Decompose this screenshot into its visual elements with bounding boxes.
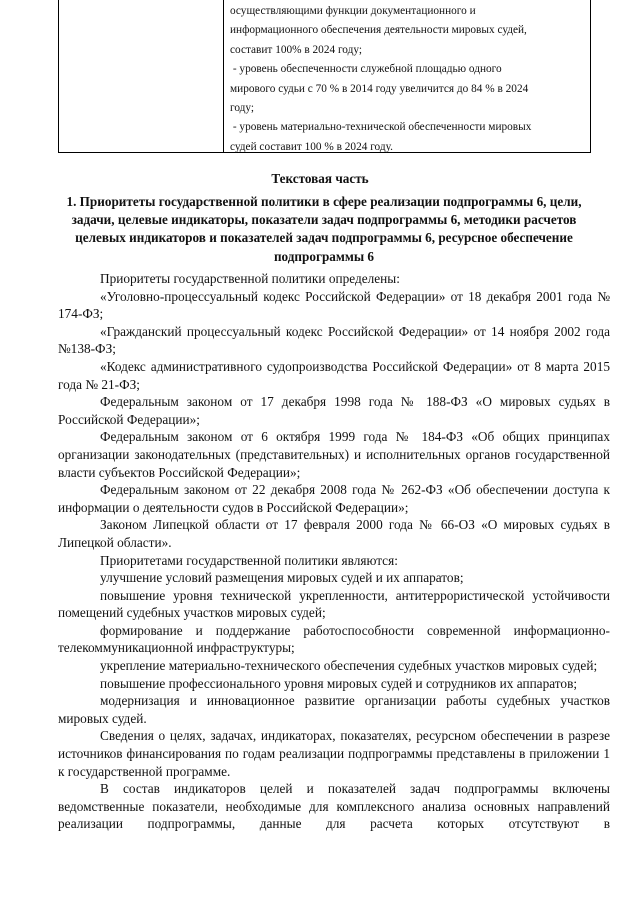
paragraph: повышение профессионального уровня мировых судей и сотрудников их аппаратов; [100, 675, 578, 691]
table-line: составит 100% в 2024 году; [230, 43, 363, 56]
paragraph: Федеральным законом от 6 октября 1999 года № 184-ФЗ «Об общих принципах организации законодательных (представительных) и исполнительных органов государственной власти субъектов Российской Федерации»; [58, 429, 610, 480]
paragraph: улучшение условий размещения мировых судей и их аппаратов; [100, 570, 464, 586]
table-line: информационного обеспечения деятельности мировых судей, [230, 24, 527, 37]
table-line: мирового судьи с 70 % в 2014 году увеличится до 84 % в 2024 [230, 82, 529, 95]
paragraph: повышение уровня технической укрепленности, антитеррористической устойчивости помещений судебных участков мировых судей; [58, 587, 610, 621]
paragraph: модернизация и инновационное развитие организации работы судебных участков мировых судей. [58, 693, 610, 726]
table-cell-empty [59, 0, 224, 152]
paragraph: Федеральным законом от 22 декабря 2008 года № 262-ФЗ «Об обеспечении доступа к информации о деятельности судов в Российской Федерации»; [58, 482, 610, 515]
paragraph: Сведения о целях, задачах, индикаторах, показателях, ресурсном обеспечении в разрезе источников финансирования по годам реализации подпрограммы представлены в приложении 1 к государственной программе. [58, 728, 610, 779]
paragraph: Приоритетами государственной политики являются: [100, 552, 398, 568]
paragraph: укрепление материально-технического обеспечения судебных участков мировых судей; [100, 658, 598, 674]
body-text [58, 270, 610, 833]
paragraph: В состав индикаторов целей и показателей задач подпрограммы включены ведомственные показатели, необходимые для комплексного анализа основных направлений реализации подпрограммы, данные для расчета которых отсутствуют в [58, 781, 610, 832]
table-line: - уровень материально-технической обеспеченности мировых [230, 121, 532, 134]
indicators-table-fragment [58, 0, 591, 153]
table-cell-text [224, 0, 590, 152]
chapter-title: 1. Приоритеты государственной политики в сфере реализации подпрограммы 6, цели, задачи, целевые индикаторы, показатели задач подпрограммы 6, методики расчетов целевых индикаторов и показателей задач подпрограммы 6, ресурсное обеспечение подпрограммы 6 [66, 194, 582, 264]
table-line: осуществляющими функции документационного и [230, 5, 476, 17]
table-line: - уровень обеспеченности служебной площадью одного [230, 63, 502, 76]
paragraph: Приоритеты государственной политики определены: [100, 271, 400, 286]
paragraph: «Уголовно-процессуальный кодекс Российской Федерации» от 18 декабря 2001 года № 174-ФЗ; [58, 288, 610, 322]
paragraph: «Кодекс административного судопроизводства Российской Федерации» от 8 марта 2015 года № 21-ФЗ; [58, 358, 610, 392]
paragraph: Федеральным законом от 17 декабря 1998 года № 188-ФЗ «О мировых судьях в Российской Федерации»; [58, 394, 610, 427]
table-line: году; [230, 102, 255, 115]
paragraph: формирование и поддержание работоспособности современной информационно-телекоммуникационной инфраструктуры; [58, 622, 610, 656]
paragraph: «Гражданский процессуальный кодекс Российской Федерации» от 14 ноября 2002 года №138-ФЗ; [58, 323, 610, 357]
table-line: судей составит 100 % в 2024 году. [230, 140, 393, 153]
section-heading: Текстовая часть [271, 171, 369, 186]
paragraph: Законом Липецкой области от 17 февраля 2000 года № 66-ОЗ «О мировых судьях в Липецкой области». [58, 517, 610, 550]
